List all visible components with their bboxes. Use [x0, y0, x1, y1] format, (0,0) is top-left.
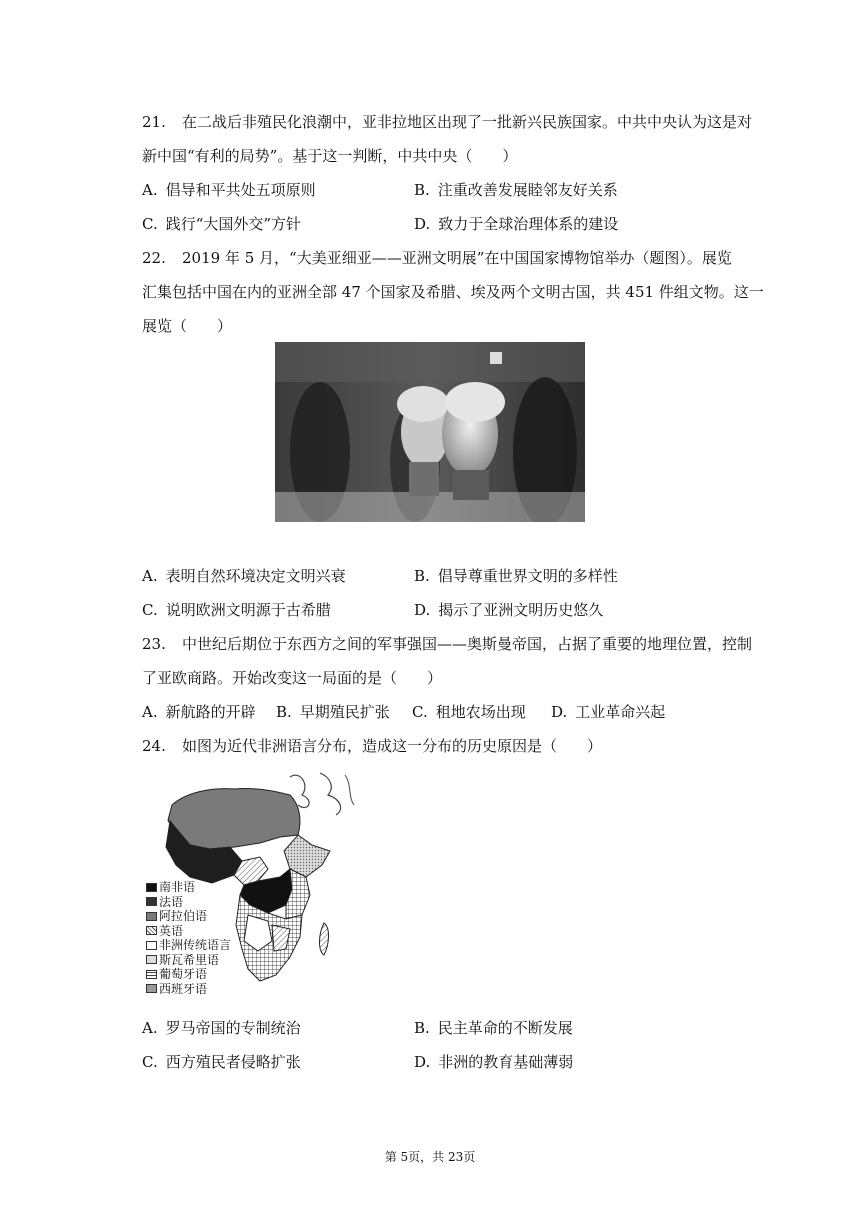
q23-option-c: C. 租地农场出现	[412, 703, 526, 721]
legend-item: 斯瓦希里语	[146, 953, 231, 968]
q21-number: 21.	[142, 113, 166, 131]
q22-line3: 展览（ ）	[142, 317, 233, 335]
legend-item: 葡萄牙语	[146, 967, 231, 982]
q24-option-c: C. 西方殖民者侵略扩张	[142, 1053, 301, 1071]
q21-option-d: D. 致力于全球治理体系的建设	[414, 215, 619, 233]
page-footer: 第 5页，共 23页	[384, 1150, 476, 1164]
legend-item: 法语	[146, 895, 231, 910]
q23-option-a: A. 新航路的开辟	[142, 703, 256, 721]
q24-line1: 24. 如图为近代非洲语言分布，造成这一分布的历史原因是（ ）	[142, 737, 603, 755]
q24-option-b: B. 民主革命的不断发展	[414, 1019, 573, 1037]
q22-option-a: A. 表明自然环境决定文明兴衰	[142, 567, 346, 585]
q24-number: 24.	[142, 737, 166, 755]
q21-option-a: A. 倡导和平共处五项原则	[142, 181, 316, 199]
q23-line2: 了亚欧商路。开始改变这一局面的是（ ）	[142, 669, 443, 687]
q21-line2: 新中国“有利的局势”。基于这一判断，中共中央（ ）	[142, 147, 518, 165]
map-legend	[146, 880, 231, 996]
q21-option-b: B. 注重改善发展睦邻友好关系	[414, 181, 618, 199]
q23-option-d: D. 工业革命兴起	[551, 703, 666, 721]
legend-item: 非洲传统语言	[146, 938, 231, 953]
q22-option-b: B. 倡导尊重世界文明的多样性	[414, 567, 618, 585]
q21-option-c: C. 践行“大国外交”方针	[142, 215, 302, 233]
q23-line1: 23. 中世纪后期位于东西方之间的军事强国——奥斯曼帝国，占据了重要的地理位置，控制	[142, 635, 753, 653]
legend-item: 南非语	[146, 880, 231, 895]
legend-item: 西班牙语	[146, 982, 231, 997]
q23-number: 23.	[142, 635, 166, 653]
exhibition-photo	[275, 342, 585, 522]
q23-option-b: B. 早期殖民扩张	[276, 703, 390, 721]
q24-option-a: A. 罗马帝国的专制统治	[142, 1019, 301, 1037]
legend-item: 阿拉伯语	[146, 909, 231, 924]
q22-option-c: C. 说明欧洲文明源于古希腊	[142, 601, 331, 619]
q21-line1: 21. 在二战后非殖民化浪潮中，亚非拉地区出现了一批新兴民族国家。中共中央认为这是对	[142, 113, 753, 131]
q22-option-d: D. 揭示了亚洲文明历史悠久	[414, 601, 604, 619]
q24-option-d: D. 非洲的教育基础薄弱	[414, 1053, 574, 1071]
legend-item: 英语	[146, 924, 231, 939]
q22-line2: 汇集包括中国在内的亚洲全部 47 个国家及希腊、埃及两个文明古国，共 451 件组文物。这一	[142, 283, 764, 301]
q22-number: 22.	[142, 249, 166, 267]
q22-line1: 22. 2019 年 5 月，“大美亚细亚——亚洲文明展”在中国国家博物馆举办（题图）。展览	[142, 249, 732, 267]
